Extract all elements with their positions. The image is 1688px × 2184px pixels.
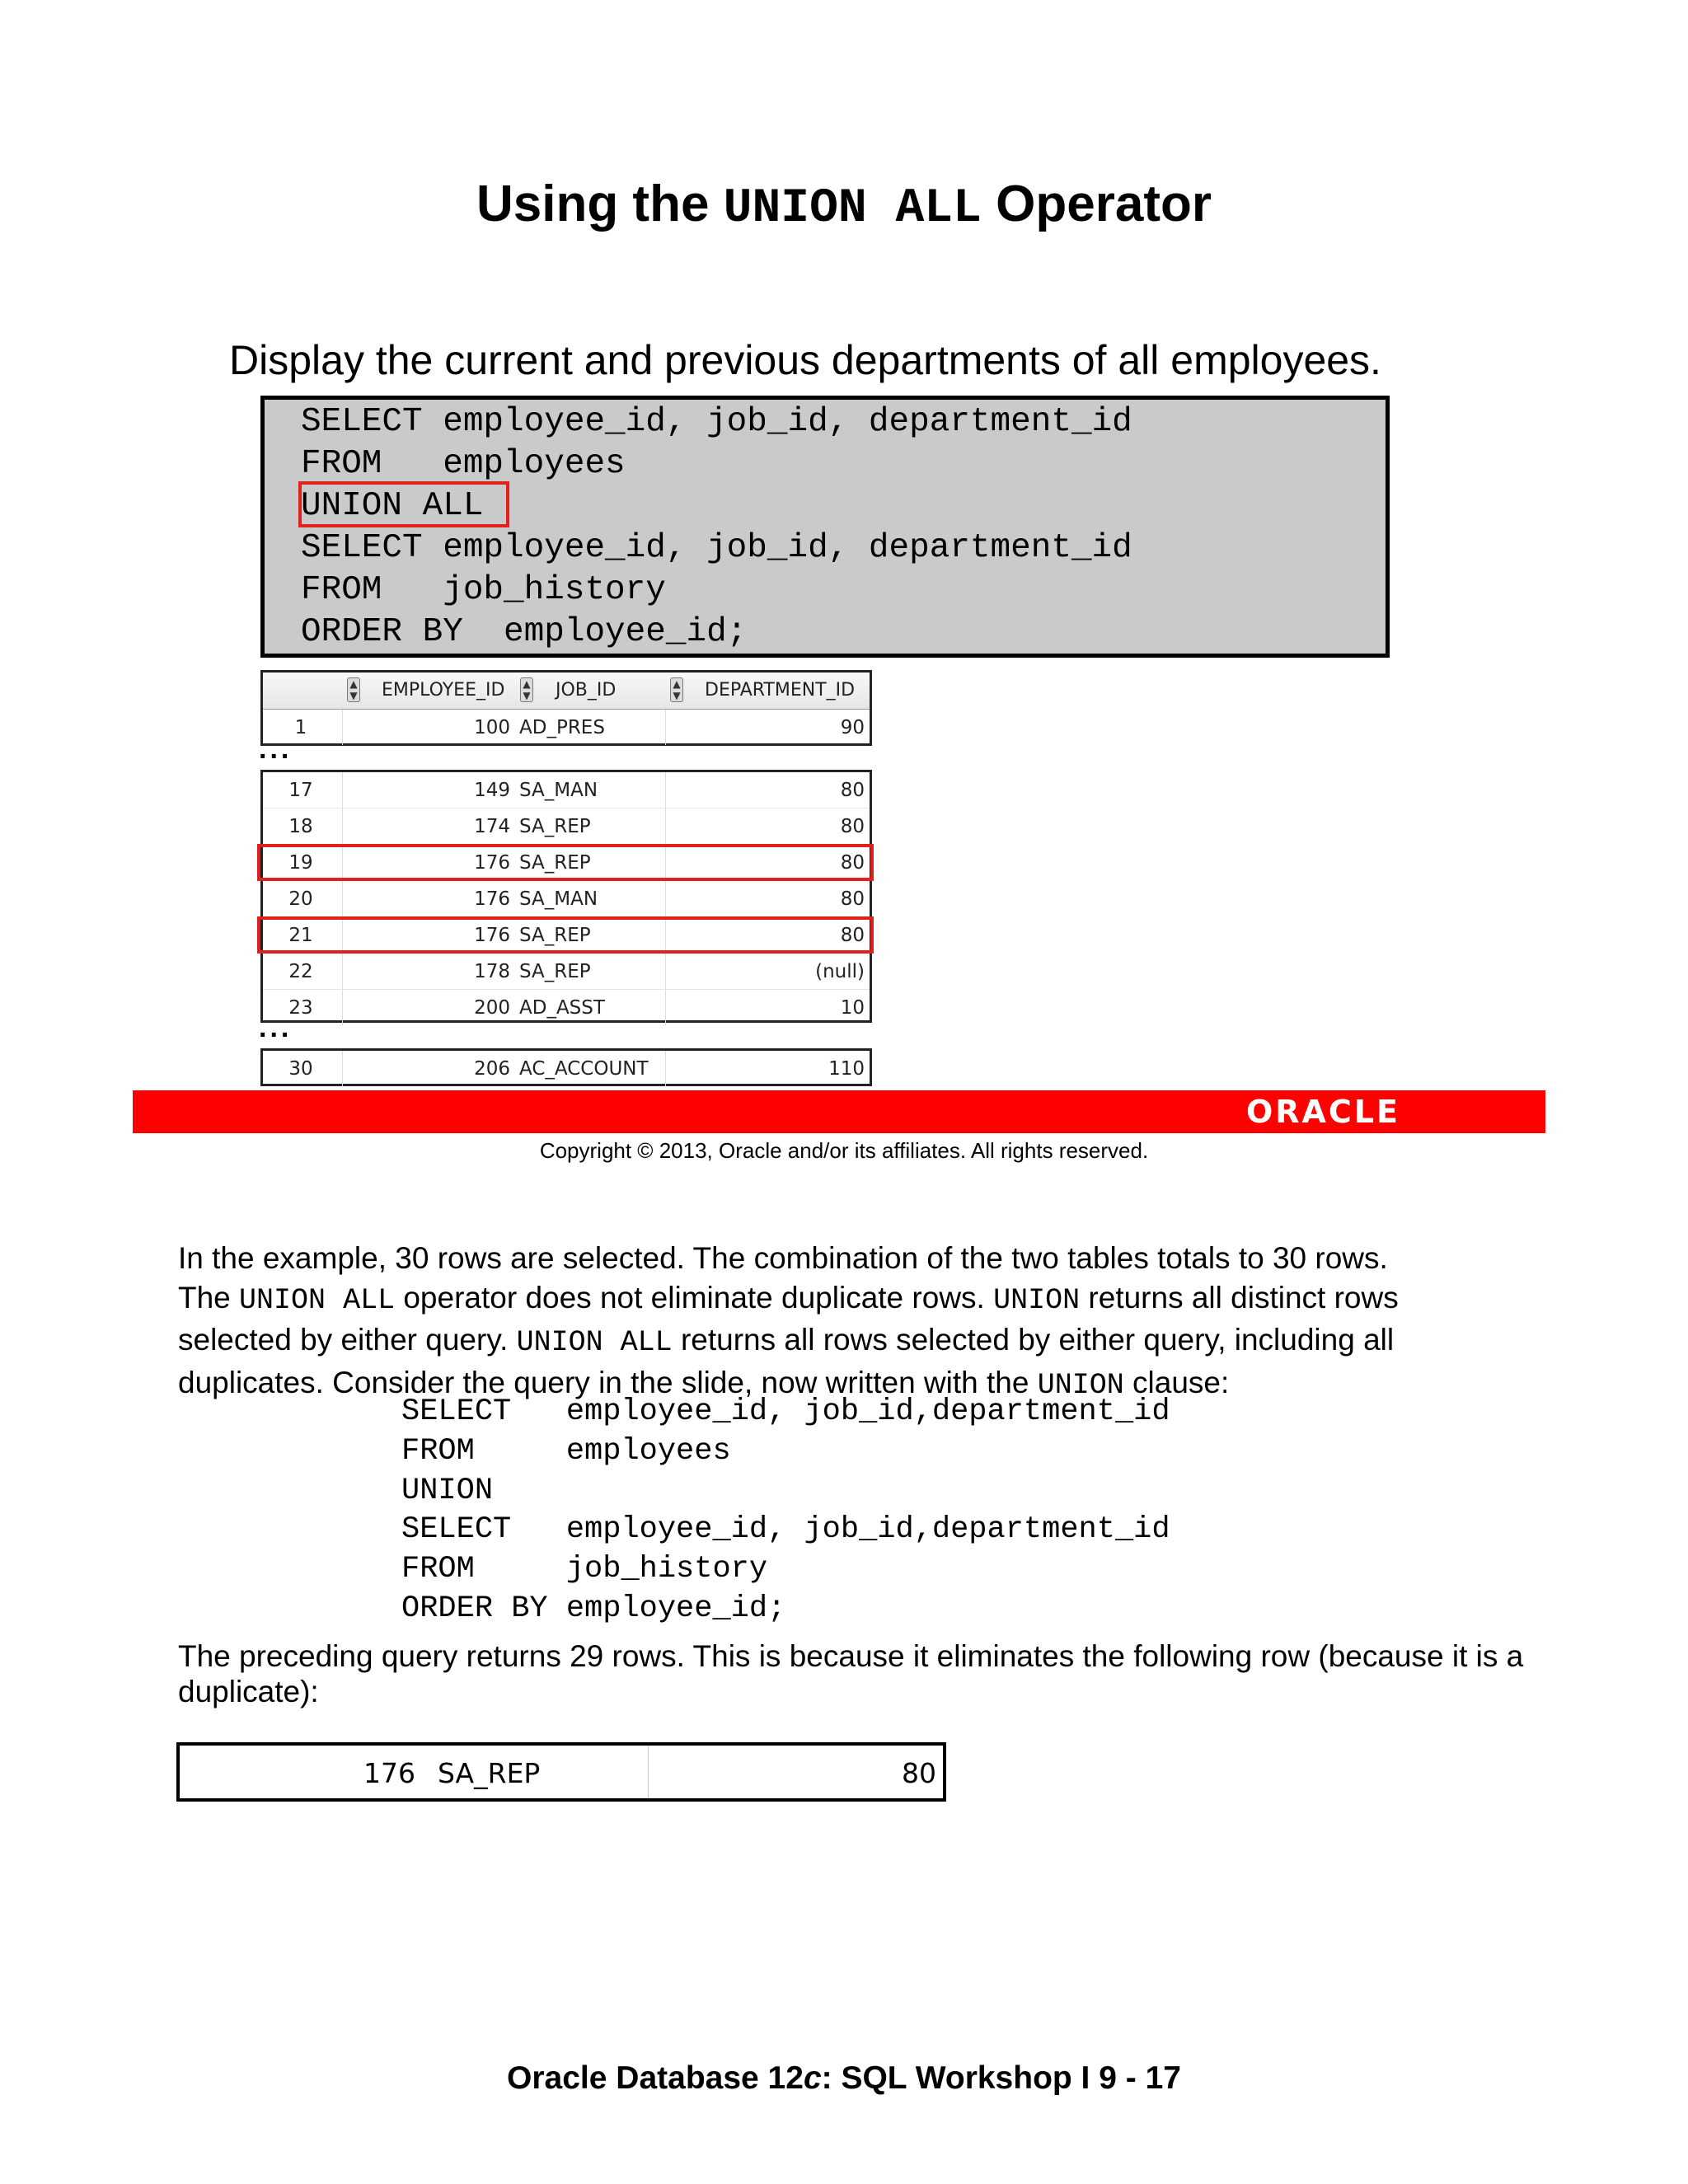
cell-employee-id: 176 xyxy=(363,1757,415,1789)
notes-conclusion: The preceding query returns 29 rows. This is because it eliminates the following row (because it is a duplicate): xyxy=(178,1639,1524,1708)
code-line: UNION xyxy=(401,1473,494,1508)
inline-code: UNION xyxy=(993,1283,1081,1317)
cell-job-id: SA_REP xyxy=(438,1757,541,1789)
table-row xyxy=(263,954,870,990)
header-employee-id[interactable]: EMPLOYEE_ID xyxy=(382,680,505,701)
result-grid-middle xyxy=(260,770,872,1023)
inline-code: UNION xyxy=(1037,1368,1124,1402)
cell-department-id: 110 xyxy=(828,1058,865,1080)
result-grid-top xyxy=(260,670,872,746)
code-line: FROM employees xyxy=(401,1433,731,1469)
header-job-id[interactable]: JOB_ID xyxy=(556,680,617,701)
union-query-code xyxy=(401,1393,1170,1629)
code-line: SELECT employee_id, job_id,department_id xyxy=(401,1512,1170,1548)
row-number: 1 xyxy=(294,717,307,738)
oracle-brand-bar xyxy=(133,1090,1545,1133)
notes-line: duplicates. Consider the query in the slide, now written with the UNION clause: xyxy=(178,1365,1230,1402)
code-line: FROM job_history xyxy=(401,1552,768,1587)
cell-employee-id: 176 xyxy=(474,888,510,910)
table-row xyxy=(263,808,870,845)
code-line: SELECT employee_id, job_id,department_id xyxy=(401,1394,1170,1429)
cell-department-id: 80 xyxy=(840,852,865,874)
row-number: 17 xyxy=(288,780,313,801)
cell-department-id: 80 xyxy=(840,780,865,801)
cell-job-id: SA_MAN xyxy=(519,888,598,910)
cell-job-id: SA_REP xyxy=(519,961,591,982)
result-grid-bottom xyxy=(260,1048,872,1086)
ellipsis: ... xyxy=(259,733,293,765)
slide-title xyxy=(0,175,1688,236)
duplicate-row-highlight xyxy=(257,916,874,954)
code-line: FROM employees xyxy=(301,445,626,483)
ellipsis: ... xyxy=(259,1012,293,1043)
cell-job-id: AC_ACCOUNT xyxy=(519,1058,649,1080)
code-line: ORDER BY employee_id; xyxy=(401,1591,786,1626)
row-number: 19 xyxy=(288,852,313,874)
table-row xyxy=(263,1051,870,1086)
inline-code: UNION ALL xyxy=(239,1283,396,1317)
notes-line: The UNION ALL operator does not eliminate duplicate rows. UNION returns all distinct rows xyxy=(178,1280,1399,1317)
cell-employee-id: 176 xyxy=(474,852,510,874)
row-number: 22 xyxy=(288,961,313,982)
sort-icon[interactable]: ▲ ▼ xyxy=(520,677,533,702)
sort-icon[interactable]: ▲ ▼ xyxy=(347,677,360,702)
duplicate-row-example xyxy=(176,1742,946,1802)
cell-department-id: (null) xyxy=(815,961,865,982)
table-row xyxy=(263,881,870,917)
sort-icon[interactable]: ▲ ▼ xyxy=(670,677,683,702)
copyright-notice: Copyright © 2013, Oracle and/or its affiliates. All rights reserved. xyxy=(539,1138,1149,1163)
cell-employee-id: 178 xyxy=(474,961,510,982)
table-row xyxy=(263,917,870,954)
cell-department-id: 80 xyxy=(840,888,865,910)
cell-employee-id: 176 xyxy=(474,925,510,946)
cell-employee-id: 149 xyxy=(474,780,510,801)
row-number: 20 xyxy=(288,888,313,910)
cell-department-id: 80 xyxy=(840,816,865,837)
row-number: 30 xyxy=(288,1058,313,1080)
row-number: 23 xyxy=(288,997,313,1019)
row-number: 18 xyxy=(288,816,313,837)
cell-employee-id: 100 xyxy=(474,717,510,738)
notes-text xyxy=(178,1239,1546,1405)
notes-line: selected by either query. UNION ALL returns all rows selected by either query, including all xyxy=(178,1323,1395,1359)
duplicate-row-highlight xyxy=(257,844,874,881)
cell-job-id: SA_REP xyxy=(519,816,591,837)
grid-header xyxy=(263,673,870,710)
cell-job-id: SA_MAN xyxy=(519,780,598,801)
code-line: SELECT employee_id, job_id, department_id xyxy=(301,529,1132,567)
cell-job-id: AD_ASST xyxy=(519,997,605,1019)
code-line: SELECT employee_id, job_id, department_id xyxy=(301,403,1132,441)
table-row xyxy=(263,845,870,881)
union-all-highlight xyxy=(298,481,509,527)
title-text-end: Operator xyxy=(981,176,1212,232)
page-footer: Oracle Database 12c: SQL Workshop I 9 - 17 xyxy=(507,2060,1181,2096)
oracle-logo: ORACLE xyxy=(1245,1094,1400,1130)
cell-employee-id: 200 xyxy=(474,997,510,1019)
title-text: Using the xyxy=(476,176,724,232)
cell-employee-id: 174 xyxy=(474,816,510,837)
table-row xyxy=(263,990,870,1025)
cell-employee-id: 206 xyxy=(474,1058,510,1080)
row-number: 21 xyxy=(288,925,313,946)
cell-job-id: AD_PRES xyxy=(519,717,605,738)
table-row xyxy=(263,710,870,745)
cell-department-id: 10 xyxy=(840,997,865,1019)
notes-line: In the example, 30 rows are selected. The combination of the two tables totals to 30 rows. xyxy=(178,1241,1388,1275)
cell-job-id: SA_REP xyxy=(519,852,591,874)
slide-subtitle: Display the current and previous departments of all employees. xyxy=(229,337,1381,383)
header-department-id[interactable]: DEPARTMENT_ID xyxy=(705,680,856,701)
inline-code: UNION ALL xyxy=(516,1326,673,1359)
code-line: FROM job_history xyxy=(301,571,666,609)
code-line: ORDER BY employee_id; xyxy=(301,613,748,651)
cell-department-id: 80 xyxy=(902,1757,936,1789)
sql-code-box xyxy=(260,396,1390,658)
title-code: UNION ALL xyxy=(723,182,982,236)
code-line: UNION ALL xyxy=(301,487,484,525)
cell-department-id: 80 xyxy=(840,925,865,946)
cell-department-id: 90 xyxy=(840,717,865,738)
table-row xyxy=(263,772,870,808)
cell-job-id: SA_REP xyxy=(519,925,591,946)
